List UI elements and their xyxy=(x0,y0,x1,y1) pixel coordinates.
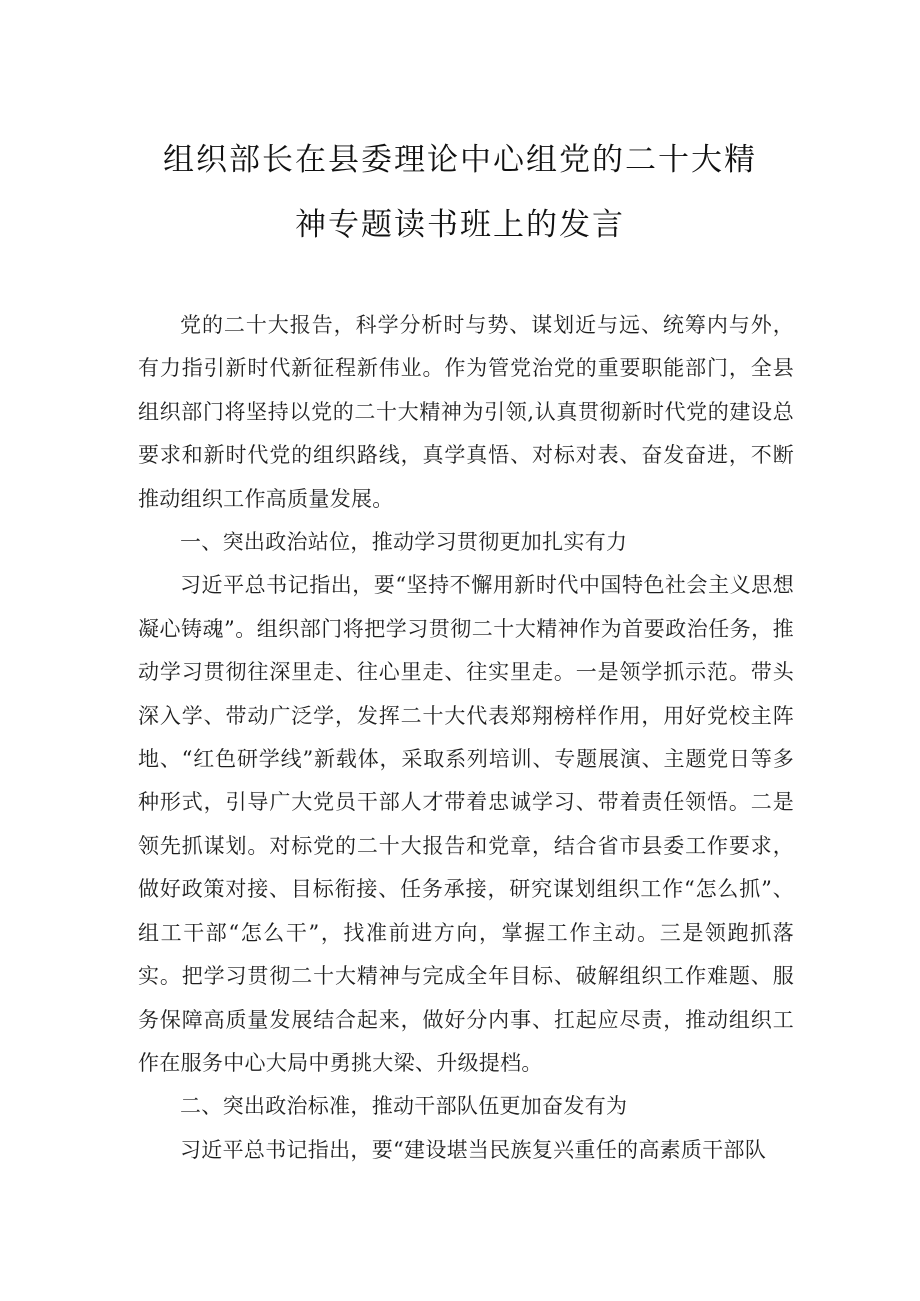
section-heading-2: 二、突出政治标准，推动干部队伍更加奋发有为 xyxy=(180,1094,628,1119)
title-line-1: 组织部长在县委理论中心组党的二十大精 xyxy=(163,142,757,178)
section-1-paragraph: 习近平总书记指出，要“坚持不懈用新时代中国特色社会主义思想凝心铸魂”。组织部门将把学习贯彻二十大精神作为首要政治任务，推动学习贯彻往深里走、往心里走、往实里走。一是领学抓示范。带头深入学、带动广泛学，发挥二十大代表郑翔榜样作用，用好党校主阵地、“红色研学线”新载体，采取系列培训、专题展演、主题党日等多种形式，引导广大党员干部人才带着忠诚学习、带着责任领悟。二是领先抓谋划。对标党的二十大报告和党章，结合省市县委工作要求，做好政策对接、目标衔接、任务承接，研究谋划组织工作“怎么抓”、组工干部“怎么干”，找准前进方向，掌握工作主动。三是领跑抓落实。把学习贯彻二十大精神与完成全年目标、破解组织工作难题、服务保障高质量发展结合起来，做好分内事、扛起应尽责，推动组织工作在服务中心大局中勇挑大梁、升级提档。 xyxy=(138,573,794,1075)
intro-paragraph: 党的二十大报告，科学分析时与势、谋划近与远、统筹内与外，有力指引新时代新征程新伟业。作为管党治党的重要职能部门，全县组织部门将坚持以党的二十大精神为引领,认真贯彻新时代党的建设总要求和新时代党的组织路线，真学真悟、对标对表、奋发奋进，不断推动组织工作高质量发展。 xyxy=(138,313,794,511)
document-title xyxy=(0,128,920,258)
section-heading-1: 一、突出政治站位，推动学习贯彻更加扎实有力 xyxy=(180,530,628,555)
section-2-paragraph: 习近平总书记指出，要“建设堪当民族复兴重任的高素质干部队 xyxy=(180,1137,767,1162)
document-body xyxy=(138,304,794,1172)
title-line-2: 神专题读书班上的发言 xyxy=(295,207,625,243)
